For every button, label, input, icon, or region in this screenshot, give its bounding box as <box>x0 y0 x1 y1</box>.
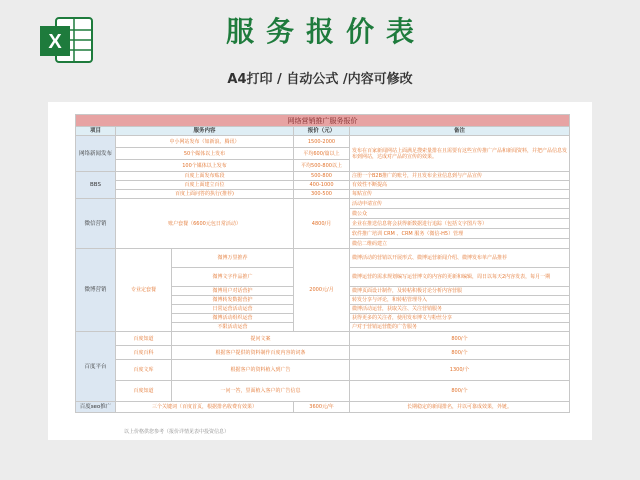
page-header <box>0 0 640 100</box>
page-subtitle: A4打印 / 自动公式 /内容可修改 <box>227 72 413 87</box>
table-cell: 三个关键词（百度首页，根据排名收费有效果） <box>116 402 294 413</box>
table-cell: 根据客户的资料植入到广告 <box>172 360 350 381</box>
category-baidu: 百度平台 <box>76 332 116 402</box>
table-cell: 400-1000 <box>294 181 350 190</box>
page-title: 服务报价表 <box>225 15 426 48</box>
table-cell: 账户套餐（6600元包日常活动） <box>116 199 294 249</box>
table-cell: 百度知道 <box>116 381 172 402</box>
category-wechat: 微信营销 <box>76 199 116 249</box>
table-cell: 500-800 <box>294 172 350 181</box>
table-cell: 有效性不断提高 <box>350 181 570 190</box>
table-cell: 微博万里推荐 <box>172 249 294 268</box>
table-cell: 2000元/月 <box>294 249 350 332</box>
table-cell: 发布在百家新闻网站上面满足搜索量排在且需要有这些宣传推广产品和新闻资料，并把产品信息发布到网站，达成对产品的宣传的效果。 <box>350 136 570 172</box>
col-header-note: 备注 <box>350 127 570 136</box>
table-cell: 中小网站发布（如新浪、腾讯） <box>116 136 294 148</box>
table-cell: 长期稳定的新闻排名，并以可靠成效果，外链。 <box>350 402 570 413</box>
table-cell: 专业定套餐 <box>116 249 172 332</box>
table-caption: 网络营销推广服务报价 <box>76 115 570 127</box>
table-cell: 微博活动运营，获取关注、关注营销服务 <box>350 305 570 314</box>
footer-note: 以上价格供您参考（报价详情见表中投资信息） <box>124 429 230 435</box>
table-cell: 1500-2000 <box>294 136 350 148</box>
table-cell: 百度文库 <box>116 360 172 381</box>
category-bbs: BBS <box>76 172 116 199</box>
table-cell: 根据客户提供的资料制作百度内容的词条 <box>172 346 350 360</box>
table-cell: 微博转发数据营护 <box>172 296 294 305</box>
table-cell: 转发分享与评论，和转帖管理导入 <box>350 296 570 305</box>
table-cell: 100个媒体以上发布 <box>116 160 294 172</box>
table-cell: 注册一个B2B推广的账号，并且发布企业信息到与产品宣传 <box>350 172 570 181</box>
col-header-item: 项目 <box>76 127 116 136</box>
table-cell: 微博文字作品推广 <box>172 268 294 287</box>
col-header-price: 报价（元） <box>294 127 350 136</box>
table-cell: 百度百科 <box>116 346 172 360</box>
table-cell: 获得更多的关注者，使用发布博文与粉丝分享 <box>350 314 570 323</box>
table-cell: 微博活动组织运营 <box>172 314 294 323</box>
table-cell: 50个媒体以上发布 <box>116 148 294 160</box>
table-cell: 一问一答，里面植入客户的广告信息 <box>172 381 350 402</box>
table-cell: 平均500-800以上 <box>294 160 350 172</box>
table-cell: 百度上面建立百位 <box>116 181 294 190</box>
table-cell: 微博用户对话营护 <box>172 287 294 296</box>
table-cell: 百度上面发布贴段 <box>116 172 294 181</box>
table-cell: 活动申请宣传 <box>350 199 570 209</box>
table-cell: 4800/月 <box>294 199 350 249</box>
table-cell: 微博运营的需求规划编写运营博文的内容的更新和编辑，周日以每天2内容发表，每月一期 <box>350 268 570 287</box>
table-cell: 百度知道 <box>116 332 172 346</box>
excel-logo-letter: X <box>48 31 62 53</box>
table-cell: 微博活动的营销以开展形式、微博运营新闻介绍、微博发布单产品推荐 <box>350 249 570 268</box>
table-cell: 800/个 <box>350 381 570 402</box>
col-header-content: 服务内容 <box>116 127 294 136</box>
table-cell: 每贴宣传 <box>350 190 570 199</box>
category-seo: 百度seo推广 <box>76 402 116 413</box>
category-weibo: 微博营销 <box>76 249 116 332</box>
price-table <box>75 114 570 413</box>
table-cell: 提问文案 <box>172 332 350 346</box>
table-cell: 800/个 <box>350 346 570 360</box>
table-cell: 百度上面问答的执行(推荐) <box>116 190 294 199</box>
category-news: 网络新闻发布 <box>76 136 116 172</box>
table-cell: 微公众 <box>350 209 570 219</box>
table-cell: 微信二维码建立 <box>350 239 570 249</box>
table-cell: 不限活动运营 <box>172 323 294 332</box>
table-cell: 企业在推送信息将会获得新数据进行追踪（包括文字图片等） <box>350 219 570 229</box>
table-cell: 3600元/年 <box>294 402 350 413</box>
table-cell: 户对于营销运营能的广告服务 <box>350 323 570 332</box>
table-cell: 日常运营活动运营 <box>172 305 294 314</box>
table-cell: 1300/个 <box>350 360 570 381</box>
table-cell: 微博页面设计制作，及转帖积极讨论分析内容营服 <box>350 287 570 296</box>
table-cell: 软件推广培训 CRM 、CRM 服务（微信-H5）管理 <box>350 229 570 239</box>
table-cell: 平均600/篇以上 <box>294 148 350 160</box>
table-cell: 300-500 <box>294 190 350 199</box>
table-cell: 800/个 <box>350 332 570 346</box>
